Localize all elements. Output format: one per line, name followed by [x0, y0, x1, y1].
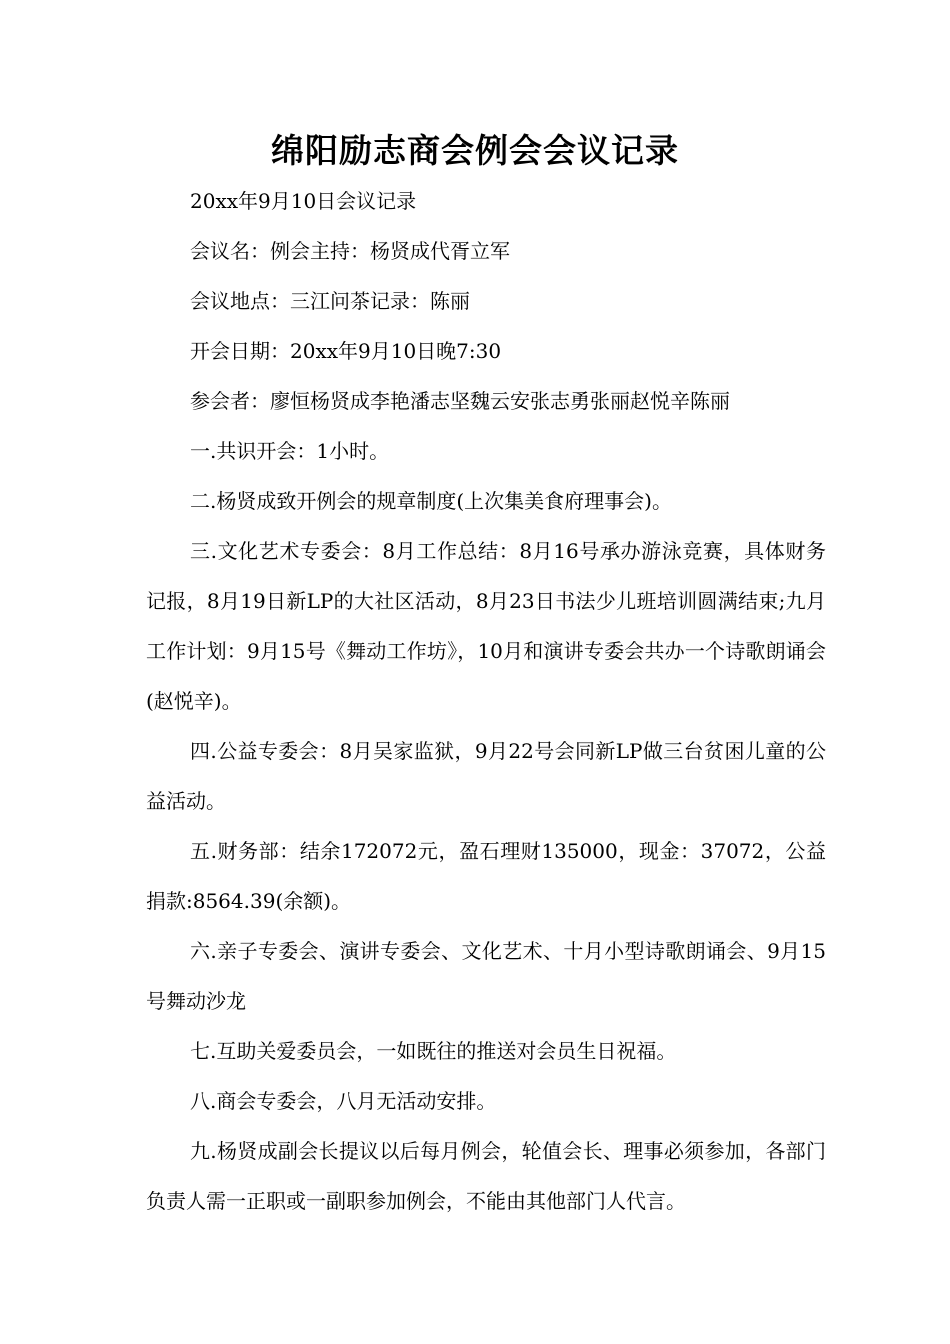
attendees-line: 参会者：廖恒杨贤成李艳潘志坚魏云安张志勇张丽赵悦辛陈丽 [190, 389, 730, 413]
document-title: 绵阳励志商会例会会议记录 [271, 131, 679, 170]
agenda-item-5: 五.财务部：结余172072元，盈石理财135000，现金：37072，公益捐款:8564.39(余额)。 [146, 839, 826, 913]
document-body [146, 176, 826, 1226]
agenda-item-1: 一.共识开会：1小时。 [190, 439, 390, 463]
agenda-item-6: 六.亲子专委会、演讲专委会、文化艺术、十月小型诗歌朗诵会、9月15号舞动沙龙 [146, 939, 826, 1013]
meeting-date-line: 20xx年9月10日会议记录 [190, 189, 417, 213]
meeting-time-line: 开会日期：20xx年9月10日晚7:30 [190, 339, 502, 363]
agenda-item-3: 三.文化艺术专委会：8月工作总结：8月16号承办游泳竞赛，具体财务记报，8月19日新LP的大社区活动，8月23日书法少儿班培训圆满结束;九月工作计划：9月15号《舞动工作坊》，10月和演讲专委会共办一个诗歌朗诵会(赵悦辛)。 [146, 539, 826, 713]
agenda-item-7: 七.互助关爱委员会，一如既往的推送对会员生日祝福。 [190, 1039, 677, 1063]
meeting-location-line: 会议地点：三江问茶记录：陈丽 [190, 289, 470, 313]
agenda-item-2: 二.杨贤成致开例会的规章制度(上次集美食府理事会)。 [190, 489, 672, 513]
meeting-name-line: 会议名：例会主持：杨贤成代胥立军 [190, 239, 510, 263]
agenda-item-8: 八.商会专委会，八月无活动安排。 [190, 1089, 497, 1113]
agenda-item-4: 四.公益专委会：8月吴家监狱，9月22号会同新LP做三台贫困儿童的公益活动。 [146, 739, 826, 813]
agenda-item-9: 九.杨贤成副会长提议以后每月例会，轮值会长、理事必须参加，各部门负责人需一正职或一副职参加例会，不能由其他部门人代言。 [146, 1139, 826, 1213]
